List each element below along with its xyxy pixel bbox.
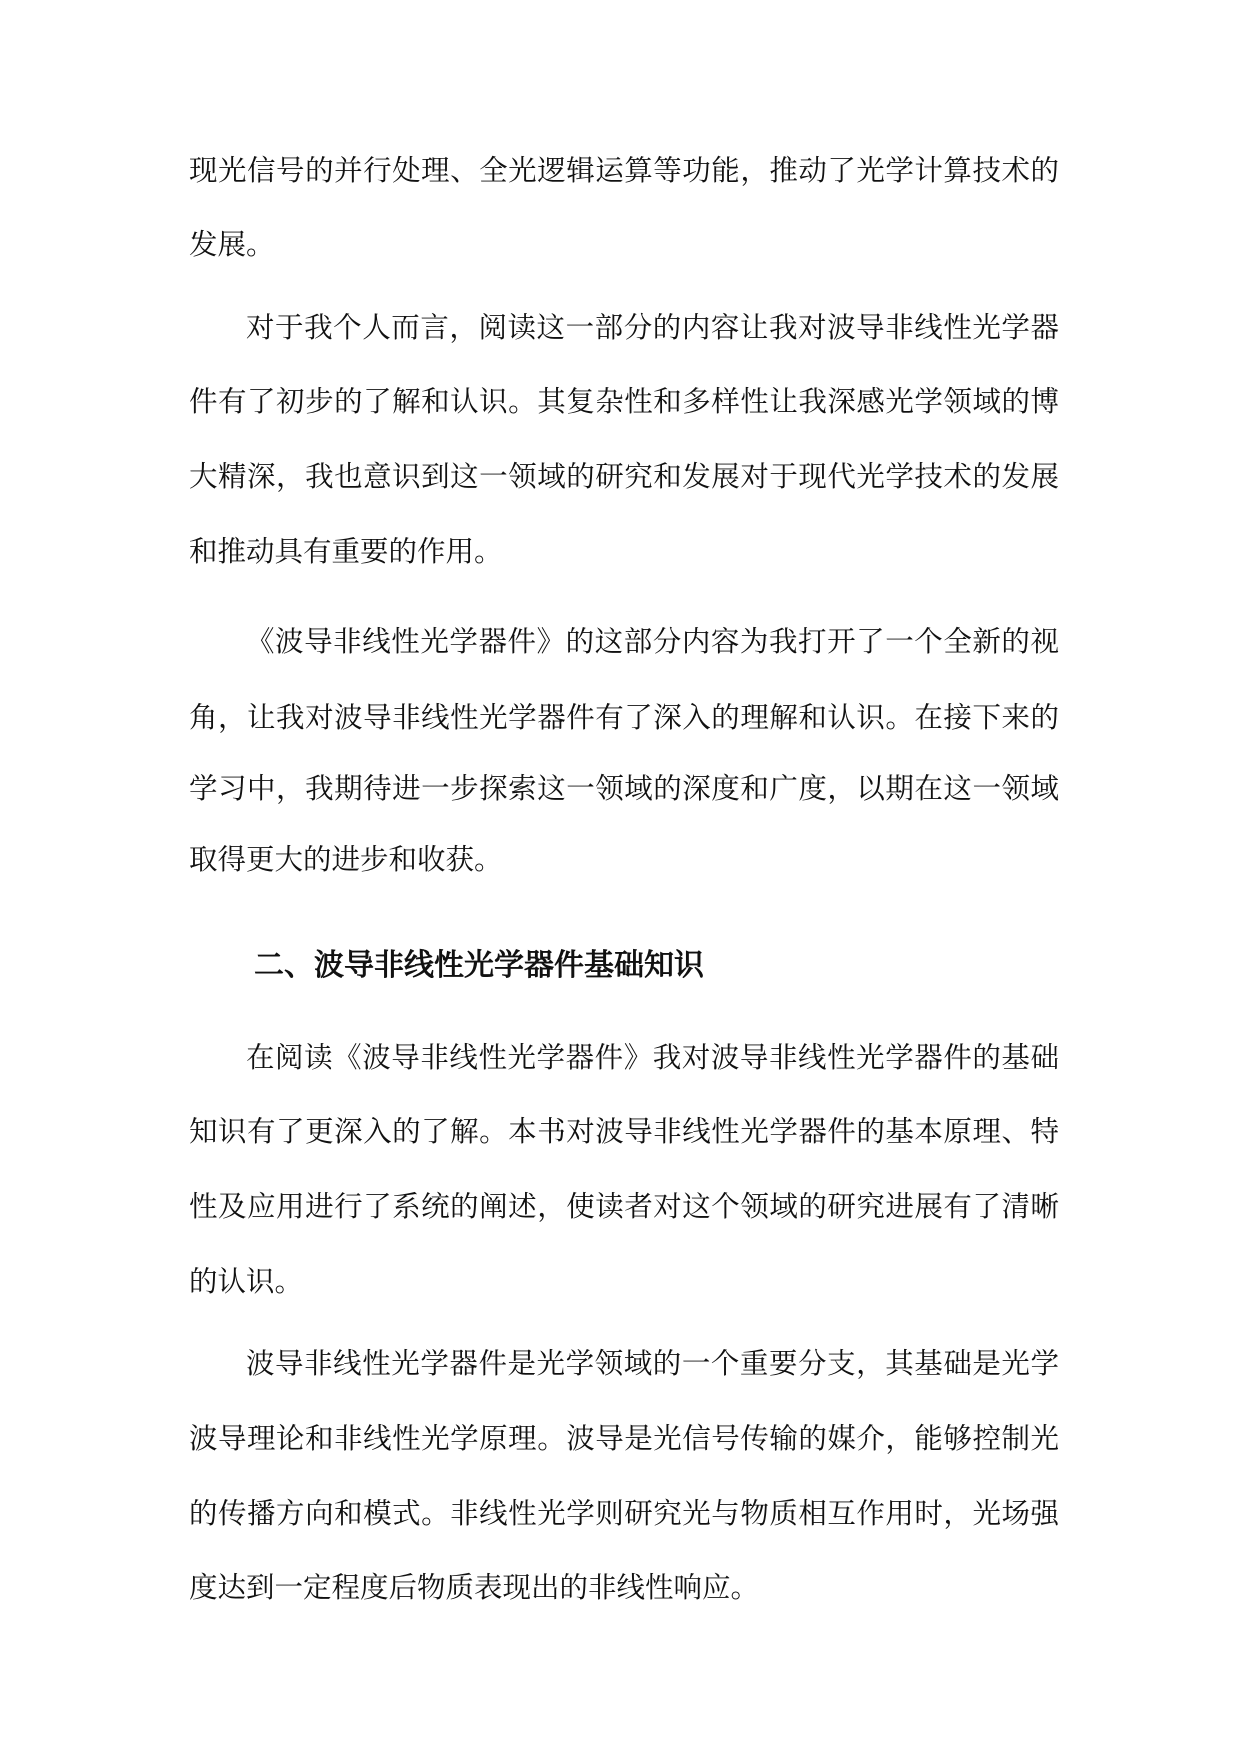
section-paragraph-2-line-3: 的传播方向和模式。非线性光学则研究光与物质相互作用时，光场强 — [189, 1497, 1059, 1530]
paragraph-2-line-3: 大精深，我也意识到这一领域的研究和发展对于现代光学技术的发展 — [189, 460, 1059, 493]
paragraph-1-line-1: 现光信号的并行处理、全光逻辑运算等功能，推动了光学计算技术的 — [189, 154, 1059, 187]
section-paragraph-2-line-1: 波导非线性光学器件是光学领域的一个重要分支，其基础是光学 — [246, 1347, 1059, 1380]
paragraph-3-line-2: 角，让我对波导非线性光学器件有了深入的理解和认识。在接下来的 — [189, 701, 1059, 734]
paragraph-3-line-4: 取得更大的进步和收获。 — [189, 843, 503, 876]
paragraph-2-line-4: 和推动具有重要的作用。 — [189, 535, 503, 568]
section-paragraph-1-line-2: 知识有了更深入的了解。本书对波导非线性光学器件的基本原理、特 — [189, 1115, 1059, 1148]
paragraph-3-line-1: 《波导非线性光学器件》的这部分内容为我打开了一个全新的视 — [246, 625, 1059, 658]
section-heading: 二、波导非线性光学器件基础知识 — [254, 948, 704, 983]
section-paragraph-1-line-3: 性及应用进行了系统的阐述，使读者对这个领域的研究进展有了清晰 — [189, 1190, 1059, 1223]
section-paragraph-1-line-4: 的认识。 — [189, 1265, 304, 1298]
paragraph-2-line-2: 件有了初步的了解和认识。其复杂性和多样性让我深感光学领域的博 — [189, 385, 1059, 418]
paragraph-2-line-1: 对于我个人而言，阅读这一部分的内容让我对波导非线性光学器 — [246, 311, 1059, 344]
paragraph-1-line-2: 发展。 — [189, 228, 275, 261]
section-paragraph-1-line-1: 在阅读《波导非线性光学器件》我对波导非线性光学器件的基础 — [246, 1041, 1059, 1074]
section-paragraph-2-line-2: 波导理论和非线性光学原理。波导是光信号传输的媒介，能够控制光 — [189, 1422, 1059, 1455]
paragraph-3-line-3: 学习中，我期待进一步探索这一领域的深度和广度，以期在这一领域 — [189, 772, 1059, 805]
section-paragraph-2-line-4: 度达到一定程度后物质表现出的非线性响应。 — [189, 1571, 760, 1604]
